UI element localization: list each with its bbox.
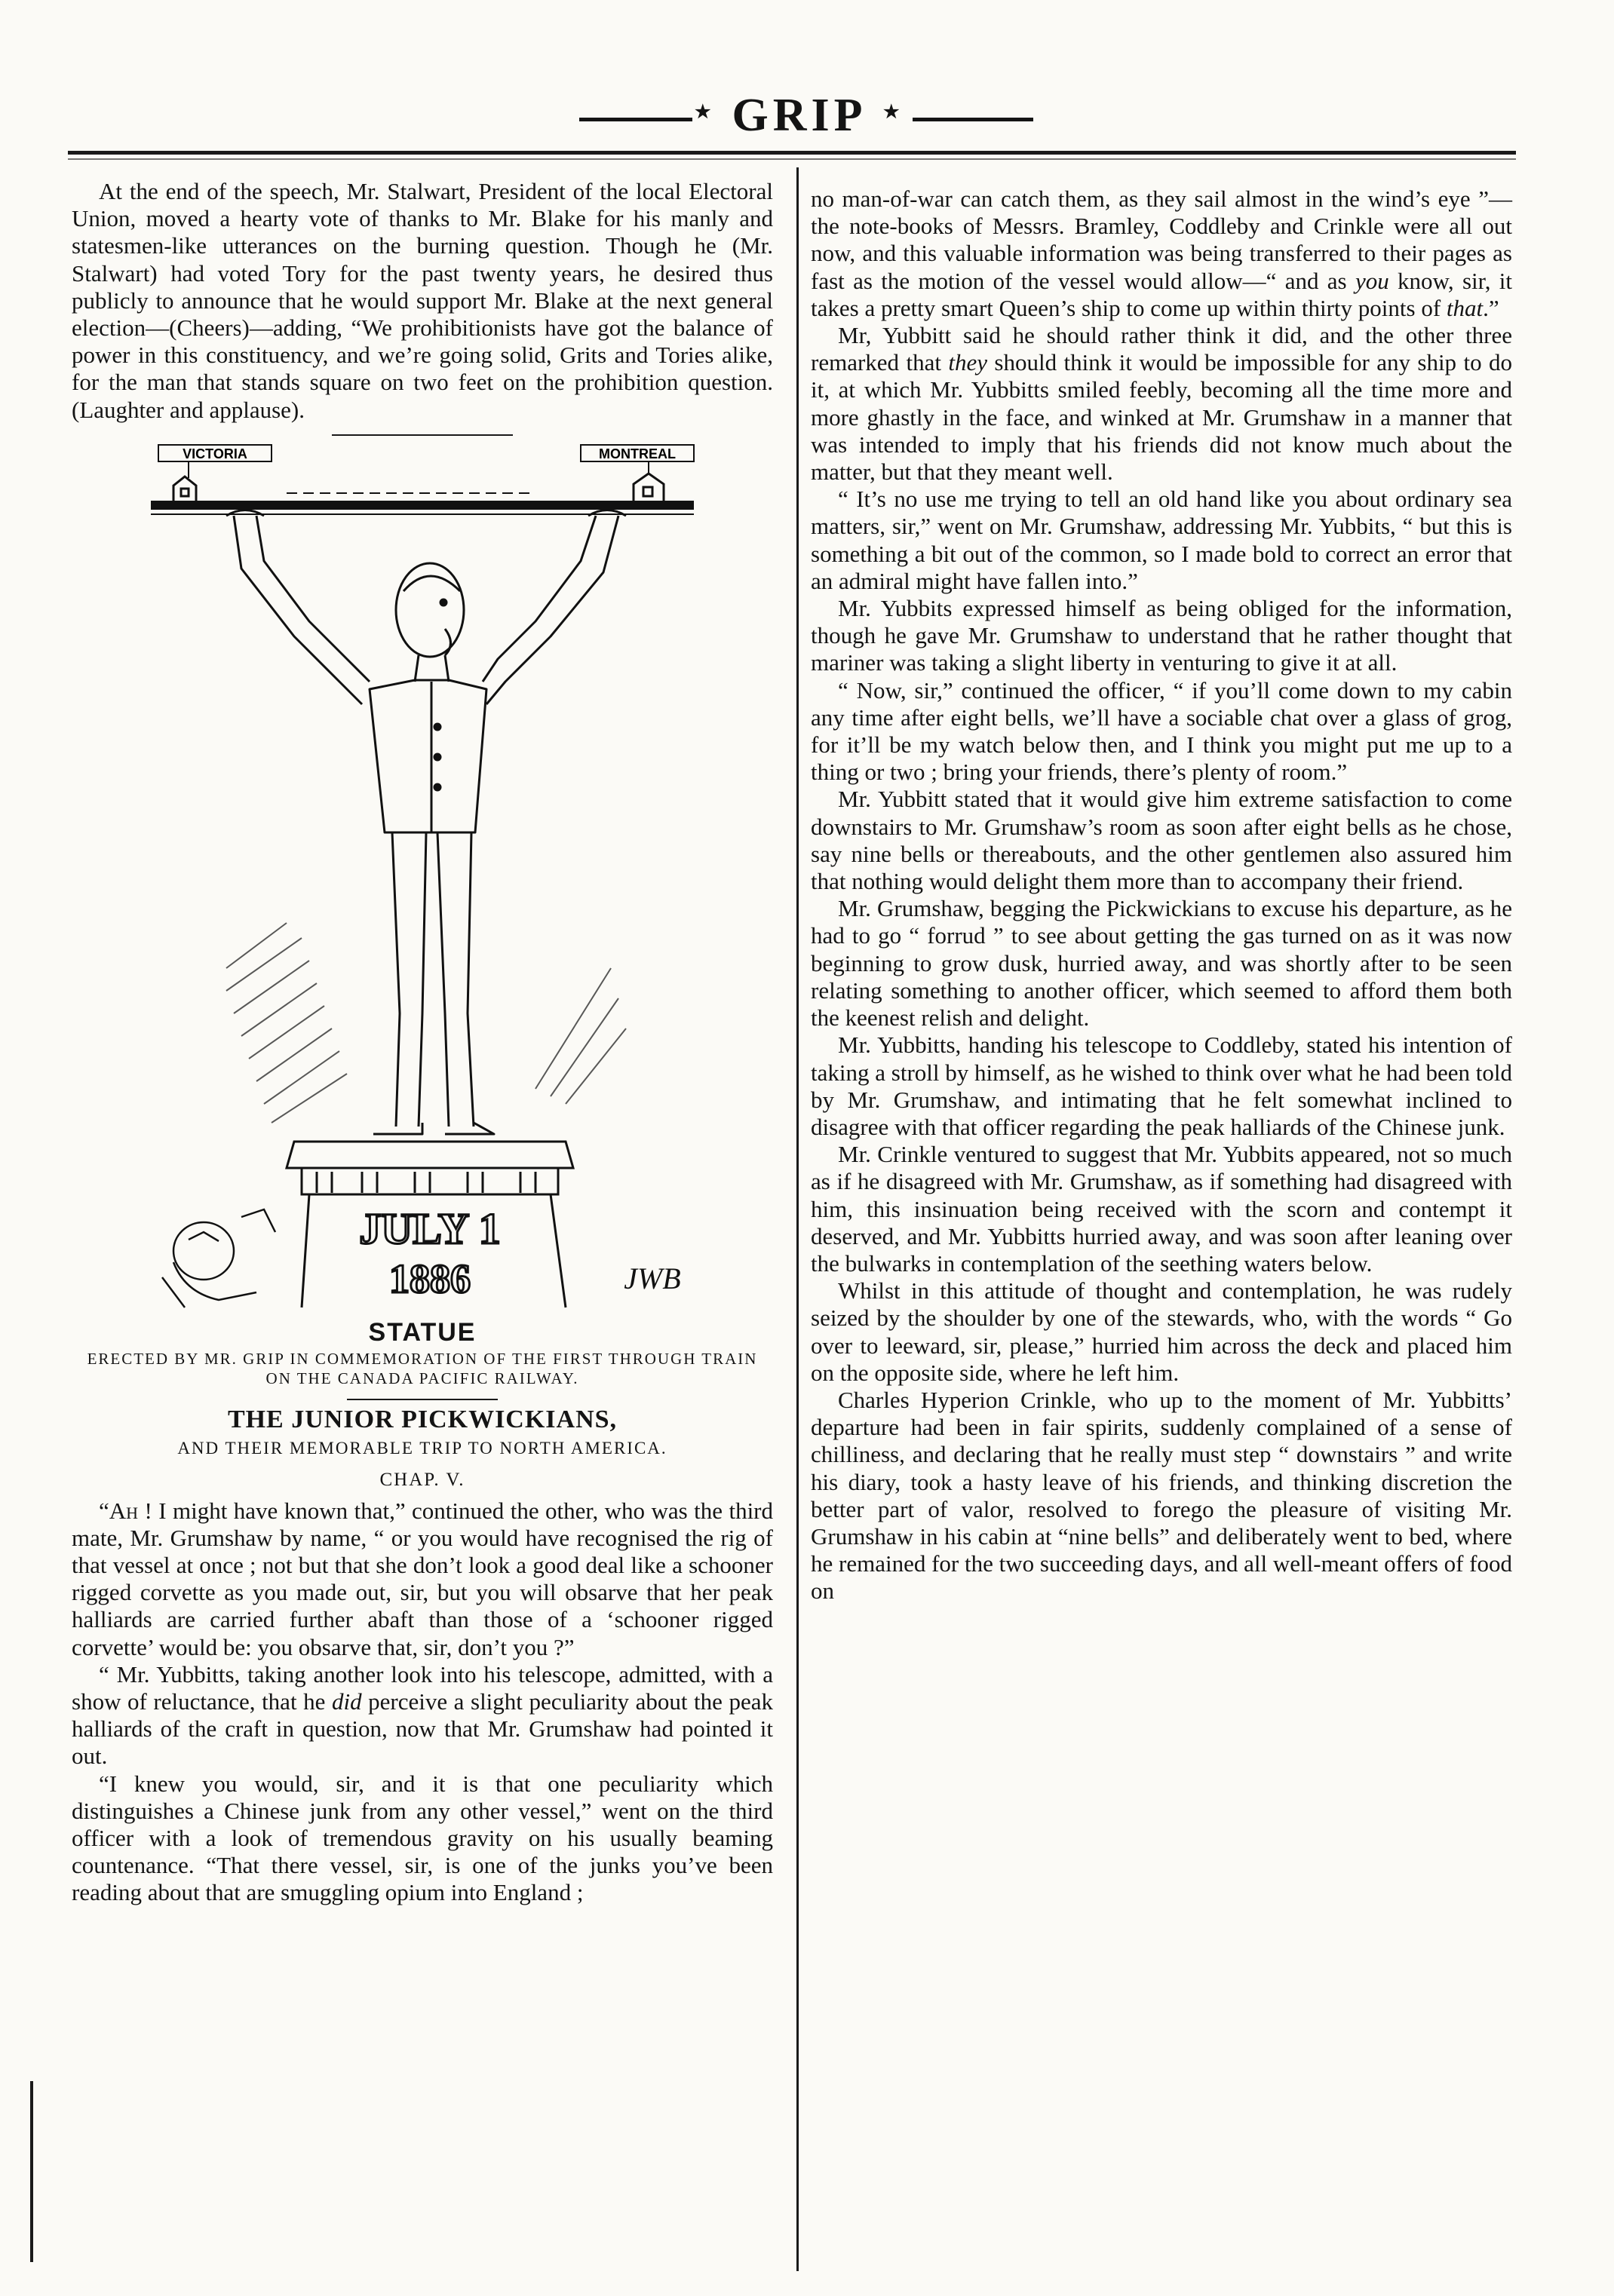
masthead-rule-left <box>579 118 692 121</box>
station-icon <box>634 474 664 501</box>
paragraph-text: .” <box>1483 294 1499 321</box>
story-heading: THE JUNIOR PICKWICKIANS, <box>227 1405 618 1434</box>
chapter-number: CHAP. V. <box>379 1470 465 1491</box>
emphasis: they <box>948 349 987 376</box>
paragraph-text: should think it would be impossible for any ship to do it, at which Mr. Yubbitts smiled feebly, becoming all the time more and more ghastly in the face, and winked at Mr. Grumshaw in a manner that was intended to imply that his friends did not know much about the matter, but that they meant well. <box>811 349 1512 486</box>
right-column <box>811 185 1512 1605</box>
paragraph-text: Mr, Yubbitt said he should rather think it did, and the other three remarked that <box>811 322 1512 376</box>
header-rule-thin <box>68 158 1516 160</box>
section-rule <box>332 434 513 436</box>
paragraph: Mr. Yubbits expressed himself as being obliged for the information, though he gave Mr. Grumshaw to understand that he rather thought that mariner was taking a slight liberty in venturing to give it at all. <box>811 595 1512 676</box>
star-ornament-icon: ⋆ <box>881 93 902 130</box>
lead-in: “Ah ! <box>99 1497 152 1524</box>
emphasis: did <box>331 1688 362 1715</box>
emphasis: you <box>1355 267 1389 294</box>
header-rule <box>68 151 1516 155</box>
emphasis: that <box>1446 294 1484 321</box>
paragraph: “I knew you would, sir, and it is that one peculiarity which distinguishes a Chinese junk from any other vessel,” went on the third officer with a look of tremendous gravity on his usually beaming countenance. “That there vessel, sir, is one of the junks you’ve been reading about that are smuggling opium into England ; <box>72 1770 773 1906</box>
paragraph <box>72 1661 773 1770</box>
masthead-rule-right <box>913 118 1033 121</box>
star-ornament-icon: ⋆ <box>692 93 713 130</box>
paragraph <box>811 322 1512 486</box>
paragraph: Charles Hyperion Crinkle, who up to the moment of Mr. Yubbitts’ departure had been in fair spirits, suddenly complained of a sense of chilliness, and declaring that he really must step “ downstairs ” and write his diary, took a hasty leave of his friends, and thinking discretion the better part of valor, resolved to forego the pleasure of visiting Mr. Grumshaw in his cabin at “nine bells” and deliberately went to bed, where he remained for the two succeeding days, and all well-meant offers of food on <box>811 1386 1512 1605</box>
paragraph: Mr. Crinkle ventured to suggest that Mr. Yubbits appeared, not so much as if he disagreed with Mr. Grumshaw, as if something had disagreed with him, this insinuation being received with the scorn and contempt it deserved, and Mr. Yubbitts hurried away, and was soon after leaning over the bulwarks in contemplation of the seething waters below. <box>811 1141 1512 1277</box>
paragraph <box>72 1497 773 1661</box>
onlooker-icon <box>162 1209 275 1307</box>
station-icon <box>173 477 196 501</box>
pedestal-year: 1886 <box>389 1255 471 1301</box>
paragraph-text: I might have known that,” continued the other, who was the third mate, Mr. Grumshaw by name, “ or you would have recognised the rig of that vessel at once ; not but that she don’t look a good deal like a schooner rigged corvette as you made out, sir, but you will obsarve that her peak halliards are carried further abaft than those of a ‘schooner rigged corvette’ would be: you obsarve that, sir, don’t you ?” <box>72 1497 774 1660</box>
masthead-title: GRIP <box>732 90 867 141</box>
column-divider <box>796 167 799 2271</box>
statue-illustration <box>113 440 732 1311</box>
pedestal-date: JULY 1 <box>359 1203 501 1253</box>
artist-signature: JWB <box>624 1261 681 1295</box>
paragraph: At the end of the speech, Mr. Stalwart, President of the local Electoral Union, moved a hearty vote of thanks to Mr. Blake for his manly and statesmen-like utterances on the burning question. Though he (Mr. Stalwart) had voted Tory for the past twenty years, he desired thus publicly to announce that he would support Mr. Blake at the next general election—(Cheers)—adding, “We prohibitionists have got the balance of power in this constituency, and we’re going solid, Grits and Tories alike, for the man that stands square on two feet on the prohibition question. (Laughter and applause). <box>72 178 773 423</box>
paragraph: Whilst in this attitude of thought and contemplation, he was rudely seized by the shoulder by one of the stewards, who, with the words “ Go over to leeward, sir, please,” hurried him across the deck and placed him on the opposite side, where he left him. <box>811 1277 1512 1386</box>
illustration-caption-subtitle: ERECTED BY MR. GRIP IN COMMEMORATION OF THE FIRST THROUGH TRAIN ON THE CANADA PACIFIC RAILWAY. <box>87 1350 758 1388</box>
left-column <box>72 178 773 1907</box>
section-rule <box>347 1399 498 1400</box>
illustration-caption-title: STATUE <box>368 1317 477 1347</box>
paragraph: “ Now, sir,” continued the officer, “ if you’ll come down to my cabin any time after eight bells, we’ll have a sociable chat over a glass of grog, for it’ll be my watch below then, and I think you might put me up to a thing or two ; bring your friends, there’s plenty of room.” <box>811 676 1512 786</box>
paragraph-text: know, sir, it takes a pretty smart Queen’s ship to come up within thirty points of <box>811 267 1513 321</box>
paragraph <box>811 185 1512 322</box>
sign-right: MONTREAL <box>599 446 676 461</box>
paragraph-text: perceive a slight peculiarity about the peak halliards of the craft in question, now that Mr. Grumshaw had pointed it out. <box>72 1688 773 1770</box>
paragraph: “ It’s no use me trying to tell an old hand like you about ordinary sea matters, sir,” went on Mr. Grumshaw, addressing Mr. Yubbits, “ but this is something a bit out of the common, so I made bold to correct an error that an admiral might have fallen into.” <box>811 486 1512 594</box>
margin-mark <box>30 2081 33 2262</box>
masthead <box>0 89 1614 149</box>
paragraph-text: “ Mr. Yubbitts, taking another look into his telescope, admitted, with a show of reluctance, that he <box>72 1660 773 1715</box>
paragraph: Mr. Grumshaw, begging the Pickwickians to excuse his departure, as he had to go “ forrud ” to see about getting the gas turned on as it was now beginning to grow dusk, hurried away, and was shortly after to be seen relating something to another officer, which seemed to afford them both the keenest relish and delight. <box>811 895 1512 1032</box>
paragraph: Mr. Yubbitts, handing his telescope to Coddleby, stated his intention of taking a stroll by himself, as he wished to think over what he had been told by Mr. Grumshaw, and intimating that he felt somewhat inclined to disagree with that officer regarding the peak halliards of the Chinese junk. <box>811 1032 1512 1140</box>
story-subheading: AND THEIR MEMORABLE TRIP TO NORTH AMERICA. <box>177 1439 667 1458</box>
paragraph: Mr. Yubbitt stated that it would give him extreme satisfaction to come downstairs to Mr. Grumshaw’s room as soon after eight bells as he chose, say nine bells or thereabouts, and the other gentlemen also assured him that nothing would delight them more than to accompany their friend. <box>811 786 1512 895</box>
paragraph-text: no man-of-war can catch them, as they sail almost in the wind’s eye ”—the note-books of Messrs. Bramley, Coddleby and Crinkle were all out now, and this valuable information was being transferred to their pages as fast as the motion of the vessel would allow—“ and as <box>811 185 1512 294</box>
sign-left: VICTORIA <box>183 446 247 461</box>
